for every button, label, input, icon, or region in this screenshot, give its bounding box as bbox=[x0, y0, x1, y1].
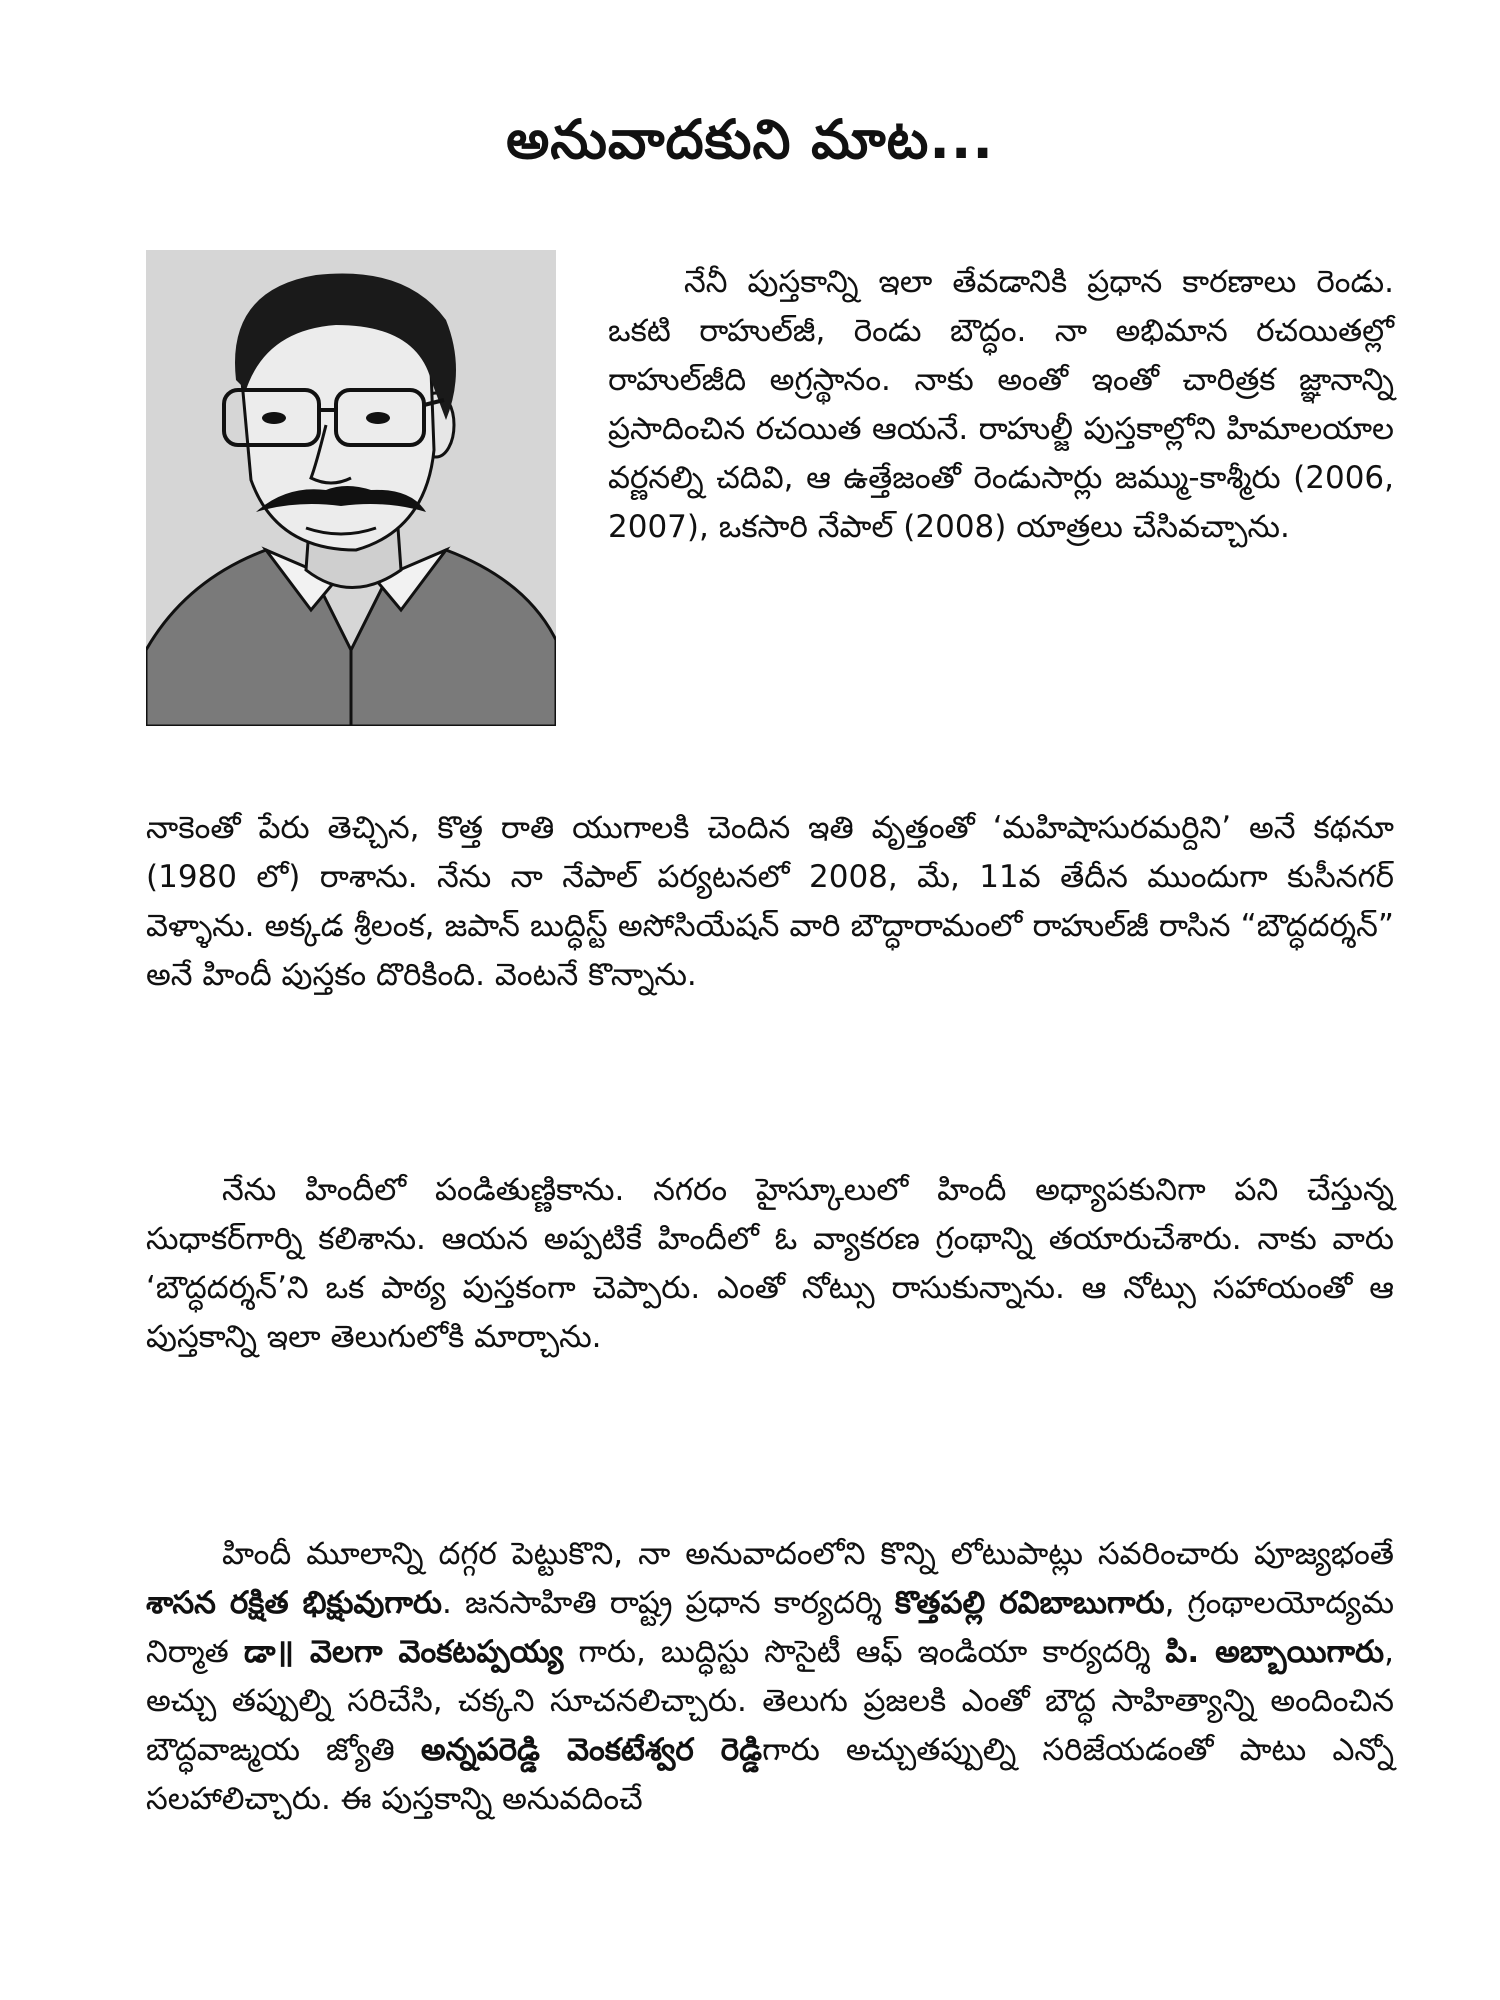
paragraph-intro: నేనీ పుస్తకాన్ని ఇలా తేవడానికి ప్రధాన కారణాలు రెండు. ఒకటి రాహుల్‌జీ, రెండు బౌద్ధం. నా అభిమాన రచయితల్లో రాహుల్‌జీది అగ్రస్థానం. నాకు అంతో ఇంతో చారిత్రక జ్ఞానాన్ని ప్రసాదించిన రచయిత ఆయనే. రాహుల్జీ పుస్తకాల్లోని హిమాలయాల వర్ణనల్ని చదివి, ఆ ఉత్తేజంతో రెండుసార్లు జమ్ము-కాశ్మీరు (2006, 2007), ఒకసారి నేపాల్ (2008) యాత్రలు చేసివచ్చాను. bbox=[608, 264, 1394, 545]
author-portrait bbox=[146, 250, 556, 726]
ack-name-1: శాసన రక్షిత భిక్షువుగారు bbox=[146, 1585, 443, 1621]
ack-name-2: కొత్తపల్లి రవిబాబుగారు bbox=[894, 1585, 1165, 1621]
ack-text-6: గారు అచ్చుతప్పుల్ని సరిజేయడంతో పాటు ఎన్నో సలహాలిచ్చారు. ఈ పుస్తకాన్ని అనువదించే bbox=[146, 1732, 1394, 1817]
ack-name-5: అన్నపరెడ్డి వెంకటేశ్వర రెడ్డి bbox=[420, 1732, 763, 1768]
page-title: అనువాదకుని మాట... bbox=[506, 108, 994, 171]
ack-text-2: . జనసాహితి రాష్ట్ర ప్రధాన కార్యదర్శి bbox=[442, 1585, 895, 1621]
portrait-illustration bbox=[146, 250, 556, 726]
ack-text-1: హిందీ మూలాన్ని దగ్గర పెట్టుకొని, నా అనువాదంలోని కొన్ని లోటుపాట్లు సవరించారు పూజ్యభంతే bbox=[222, 1536, 1394, 1572]
ack-text-3: , గ్రంథాలయోద్యమ నిర్మాత bbox=[146, 1585, 1394, 1670]
ack-text-4: గారు, బుద్ధిస్టు సొసైటీ ఆఫ్ ఇండియా కార్యదర్శి bbox=[563, 1634, 1166, 1670]
ack-name-3: డా॥ వెలగా వెంకటప్పయ్య bbox=[243, 1634, 564, 1670]
paragraph-acknowledgements bbox=[146, 1530, 1394, 1824]
ack-text-5: , అచ్చు తప్పుల్ని సరిచేసి, చక్కని సూచనలిచ్చారు. తెలుగు ప్రజలకి ఎంతో బౌద్ధ సాహిత్యాన్ని అందించిన బౌద్ధవాఙ్మయ జ్యోతి bbox=[146, 1634, 1395, 1768]
ack-name-4: పి. అబ్బాయిగారు bbox=[1165, 1634, 1385, 1670]
paragraph-translation: నేను హిందీలో పండితుణ్ణికాను. నగరం హైస్కూలులో హిందీ అధ్యాపకునిగా పని చేస్తున్న సుధాకర్‌గార్ని కలిశాను. ఆయన అప్పటికే హిందీలో ఓ వ్యాకరణ గ్రంథాన్ని తయారుచేశారు. నాకు వారు ‘బౌద్ధదర్శన్’ని ఒక పాఠ్య పుస్తకంగా చెప్పారు. ఎంతో నోట్సు రాసుకున్నాను. ఆ నోట్సు సహాయంతో ఆ పుస్తకాన్ని ఇలా తెలుగులోకి మార్చాను. bbox=[146, 1172, 1394, 1355]
paragraph-intro-continued: నాకెంతో పేరు తెచ్చిన, కొత్త రాతి యుగాలకి చెందిన ఇతి వృత్తంతో ‘మహిషాసురమర్దిని’ అనే కథనూ (1980 లో) రాశాను. నేను నా నేపాల్ పర్యటనలో 2008, మే, 11వ తేదీన ముందుగా కుసీనగర్ వెళ్ళాను. అక్కడ శ్రీలంక, జపాన్ బుద్ధిస్ట్ అసోసియేషన్ వారి బౌద్ధారామంలో రాహుల్‌జీ రాసిన “బౌద్ధదర్శన్” అనే హిందీ పుస్తకం దొరికింది. వెంటనే కొన్నాను. bbox=[146, 810, 1394, 993]
